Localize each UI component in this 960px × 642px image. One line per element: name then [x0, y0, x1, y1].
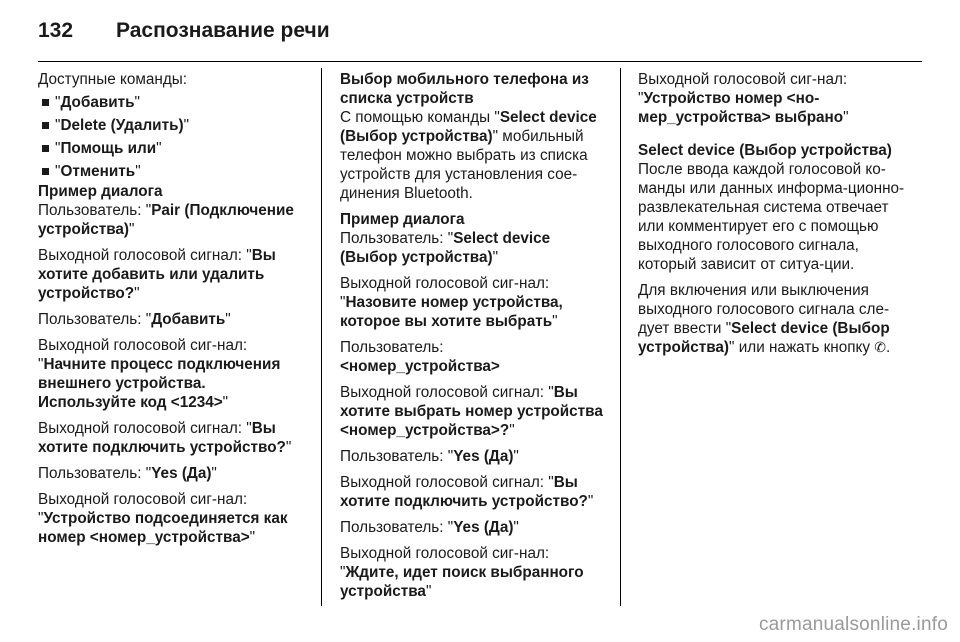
column-divider-1	[321, 68, 322, 606]
command-item: "Добавить"	[38, 93, 306, 112]
dialog-line: Выходной голосовой сигнал: "Вы хотите подключить устройство?"	[340, 474, 594, 510]
dialog-line: Пользователь: "Добавить"	[38, 311, 231, 328]
dialog-line: Пользователь: "Yes (Да)"	[340, 448, 519, 465]
dialog-line: Выходной голосовой сигнал: "Вы хотите добавить или удалить устройство?"	[38, 247, 276, 302]
dialog-line: Выходной голосовой сиг-нал: "Начните процесс подключения внешнего устройства. Используйте код <1234>"	[38, 337, 281, 411]
section-heading: Select device (Выбор устройства)	[638, 142, 892, 159]
column-2	[340, 70, 608, 608]
section-paragraph: После ввода каждой голосовой ко-манды или данных информа-ционно-развлекательная система отвечает или комментирует его с помощью выходного голосового сигнала, который зависит от ситуа-ции.	[638, 161, 905, 273]
page-number: 132	[38, 19, 74, 42]
dialog-line: Пользователь: <номер_устройства>	[340, 339, 500, 375]
bullet-square-icon	[42, 145, 49, 152]
dialog-line: Выходной голосовой сиг-нал: "Устройство номер <но-мер_устройства> выбрано"	[638, 71, 849, 126]
command-item: "Delete (Удалить)"	[38, 116, 306, 135]
dialog-line: Выходной голосовой сиг-нал: "Назовите номер устройства, которое вы хотите выбрать"	[340, 275, 563, 330]
bullet-square-icon	[42, 168, 49, 175]
page-title: Распознавание речи	[116, 19, 330, 42]
bullet-square-icon	[42, 122, 49, 129]
column-1	[38, 70, 306, 554]
dialog-line: Выходной голосовой сиг-нал: "Ждите, идет поиск выбранного устройства"	[340, 545, 584, 600]
dialog-heading: Пример диалога	[38, 183, 163, 200]
section-paragraph: С помощью команды "Select device (Выбор устройства)" мобильный телефон можно выбрать из списка устройств для установления сое-динения Bluetooth.	[340, 109, 597, 202]
section-heading: Выбор мобильного телефона из списка устройств	[340, 71, 589, 107]
page-header	[38, 16, 330, 46]
header-rule	[38, 61, 922, 62]
dialog-line: Выходной голосовой сигнал: "Вы хотите подключить устройство?"	[38, 420, 292, 456]
dialog-line: Выходной голосовой сигнал: "Вы хотите выбрать номер устройства <номер_устройства>?"	[340, 384, 603, 439]
phone-talk-icon: ✆	[874, 339, 886, 355]
dialog-line: Пользователь: "Yes (Да)"	[340, 519, 519, 536]
commands-list	[38, 93, 306, 181]
column-3	[638, 70, 906, 364]
dialog-line: Пользователь: "Select device (Выбор устройства)"	[340, 230, 551, 266]
dialog-line: Выходной голосовой сиг-нал: "Устройство подсоединяется как номер <номер_устройства>"	[38, 491, 288, 546]
section-paragraph: Для включения или выключения выходного голосового сигнала сле-дует ввести "Select device (Выбор устройства)" или нажать кнопку ✆.	[638, 282, 891, 356]
dialog-line: Пользователь: "Yes (Да)"	[38, 465, 217, 482]
commands-intro: Доступные команды:	[38, 71, 188, 88]
watermark: carmanualsonline.info	[758, 614, 948, 635]
command-item: "Отменить"	[38, 162, 306, 181]
command-item: "Помощь или"	[38, 139, 306, 158]
dialog-heading: Пример диалога	[340, 211, 465, 228]
bullet-square-icon	[42, 99, 49, 106]
column-divider-2	[620, 68, 621, 606]
dialog-line: Пользователь: "Pair (Подключение устройства)"	[38, 202, 294, 238]
